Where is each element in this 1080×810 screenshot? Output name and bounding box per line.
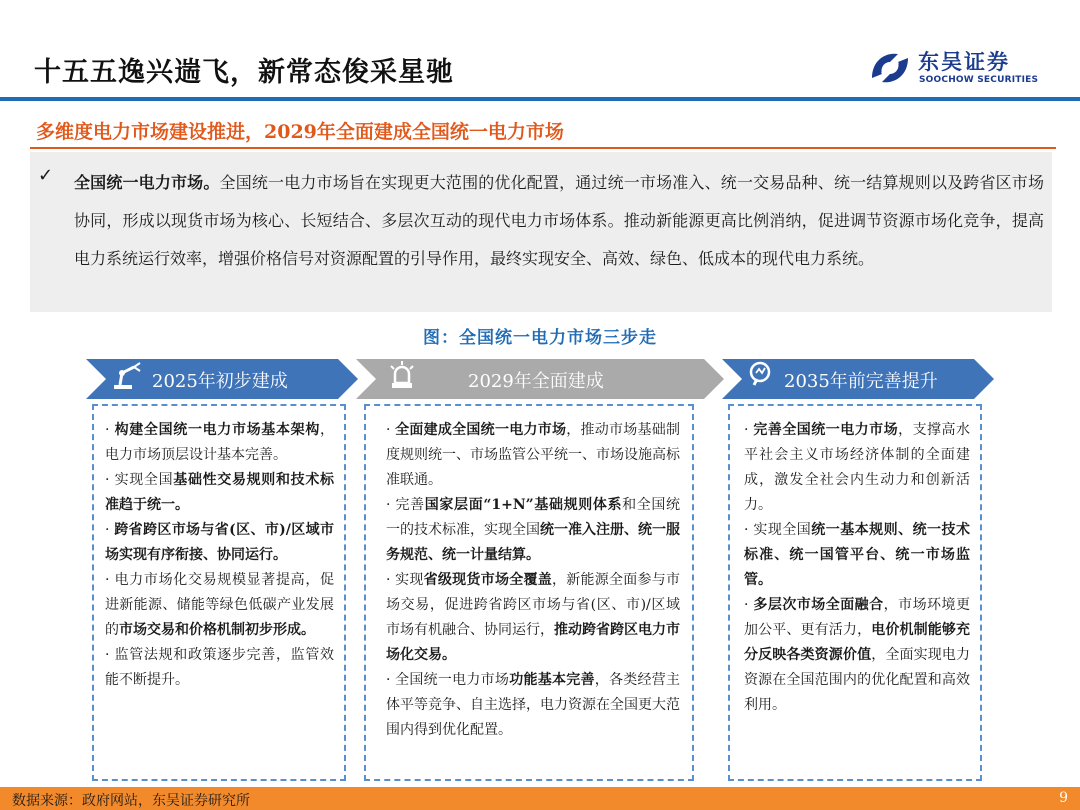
soochow-logo-icon bbox=[868, 48, 912, 88]
robot-arm-icon bbox=[110, 359, 144, 391]
stage-box-2035 bbox=[728, 404, 982, 781]
list-item: · 实现全国基础性交易规则和技术标准趋于统一。 bbox=[105, 472, 334, 513]
alarm-light-icon bbox=[386, 359, 418, 391]
list-item: · 构建全国统一电力市场基本架构，电力市场顶层设计基本完善。 bbox=[105, 422, 334, 463]
stage-box-2029 bbox=[364, 404, 694, 781]
data-source: 数据来源：政府网站，东吴证券研究所 bbox=[12, 793, 250, 809]
footer-bar bbox=[0, 787, 1080, 810]
list-item: · 完善全国统一电力市场，支撑高水平社会主义市场经济体制的全面建成，激发全社会内生动力和创新活力。 bbox=[744, 422, 971, 513]
stage-label-2029: 2029年全面建成 bbox=[468, 371, 604, 392]
list-item: · 完善国家层面“1+N”基础规则体系和全国统一的技术标准，实现全国统一准入注册、统一服务规范、统一计量结算。 bbox=[386, 497, 681, 563]
stage-header-2029 bbox=[356, 359, 724, 399]
intro-paragraph bbox=[74, 164, 1044, 278]
list-item: · 多层次市场全面融合，市场环境更加公平、更有活力，电价机制能够充分反映各类资源价值，全面实现电力资源在全国范围内的优化配置和高效利用。 bbox=[744, 597, 971, 713]
stage-label-2035: 2035年前完善提升 bbox=[784, 371, 938, 392]
subtitle-underline bbox=[30, 147, 1056, 149]
list-item: · 实现全国统一基本规则、统一技术标准、统一国管平台、统一市场监管。 bbox=[744, 522, 970, 588]
stage-label-2025: 2025年初步建成 bbox=[152, 371, 288, 392]
page-title: 十五五逸兴遄飞，新常态俊采星驰 bbox=[34, 57, 454, 88]
list-item: · 电力市场化交易规模显著提高，促进新能源、储能等绿色低碳产业发展的市场交易和价格机制初步形成。 bbox=[105, 572, 334, 638]
intro-body: 全国统一电力市场旨在实现更大范围的优化配置，通过统一市场准入、统一交易品种、统一结算规则以及跨省区市场协同，形成以现货市场为核心、长短结合、多层次互动的现代电力市场体系。推动新能源更高比例消纳，促进调节资源市场化竞争，提高电力系统运行效率，增强价格信号对资源配置的引导作用，最终实现安全、高效、绿色、低成本的现代电力系统。 bbox=[74, 173, 1044, 268]
stage-header-2035 bbox=[722, 359, 994, 399]
list-item: · 监管法规和政策逐步完善，监管效能不断提升。 bbox=[105, 647, 334, 688]
list-item: · 跨省跨区市场与省(区、市)/区域市场实现有序衔接、协同运行。 bbox=[105, 522, 334, 563]
section-subtitle: 多维度电力市场建设推进，2029年全面建成全国统一电力市场 bbox=[36, 121, 564, 143]
magnifier-icon bbox=[744, 359, 776, 391]
checkmark-icon: ✓ bbox=[38, 165, 54, 186]
list-item: · 全面建成全国统一电力市场，推动市场基础制度规则统一、市场监管公平统一、市场设施高标准联通。 bbox=[386, 422, 681, 488]
header-divider bbox=[0, 97, 1080, 101]
stage-box-2025 bbox=[92, 404, 346, 781]
stage-header-2025 bbox=[86, 359, 358, 399]
brand-logo bbox=[868, 48, 1038, 90]
brand-subname: SOOCHOW SECURITIES bbox=[919, 75, 1039, 85]
page-number: 9 bbox=[1059, 790, 1068, 806]
brand-name: 东吴证券 bbox=[918, 50, 1010, 74]
intro-lead: 全国统一电力市场。 bbox=[74, 173, 220, 192]
list-item: · 全国统一电力市场功能基本完善，各类经营主体平等竞争、自主选择，电力资源在全国更大范围内得到优化配置。 bbox=[386, 672, 681, 738]
list-item: · 实现省级现货市场全覆盖，新能源全面参与市场交易，促进跨省跨区市场与省(区、市)/区域市场有机融合、协同运行，推动跨省跨区电力市场化交易。 bbox=[386, 572, 681, 663]
figure-title: 图：全国统一电力市场三步走 bbox=[423, 328, 657, 348]
